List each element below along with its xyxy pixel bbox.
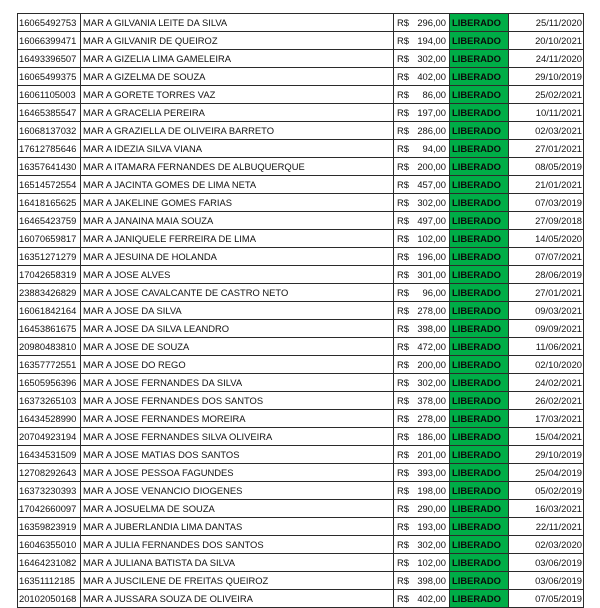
currency-symbol: R$ (397, 17, 409, 28)
name-cell: MAR A JOSE FERNANDES DOS SANTOS (81, 392, 394, 410)
name-cell: MAR A JAKELINE GOMES FARIAS (81, 194, 394, 212)
currency-symbol: R$ (397, 449, 409, 460)
cpf-cell: 16046355010 (18, 536, 81, 554)
table-row (18, 572, 584, 590)
currency-symbol: R$ (397, 287, 409, 298)
value-cell (394, 482, 450, 500)
value-cell (394, 104, 450, 122)
name-cell: MAR A JESUINA DE HOLANDA (81, 248, 394, 266)
value-cell (394, 374, 450, 392)
currency-symbol: R$ (397, 233, 409, 244)
name-cell: MAR A GILVANIR DE QUEIROZ (81, 32, 394, 50)
value-cell (394, 536, 450, 554)
name-cell: MAR A JOSUELMA DE SOUZA (81, 500, 394, 518)
name-cell: MAR A JANAINA MAIA SOUZA (81, 212, 394, 230)
amount: 497,00 (417, 215, 446, 226)
status-cell: LIBERADO (450, 374, 509, 392)
amount: 398,00 (417, 575, 446, 586)
currency-symbol: R$ (397, 71, 409, 82)
cpf-cell: 16351112185 (18, 572, 81, 590)
value-cell (394, 50, 450, 68)
name-cell: MAR A GIZELIA LIMA GAMELEIRA (81, 50, 394, 68)
cpf-cell: 23883426829 (18, 284, 81, 302)
cpf-cell: 16465423759 (18, 212, 81, 230)
date-cell: 17/03/2021 (509, 410, 584, 428)
date-cell: 08/05/2019 (509, 158, 584, 176)
amount: 472,00 (417, 341, 446, 352)
cpf-cell: 16464231082 (18, 554, 81, 572)
cpf-cell: 20102050168 (18, 590, 81, 608)
cpf-cell: 16465385547 (18, 104, 81, 122)
table-row (18, 266, 584, 284)
amount: 302,00 (417, 197, 446, 208)
status-cell: LIBERADO (450, 500, 509, 518)
status-cell: LIBERADO (450, 428, 509, 446)
value-cell (394, 230, 450, 248)
name-cell: MAR A JOSE ALVES (81, 266, 394, 284)
date-cell: 02/10/2020 (509, 356, 584, 374)
date-cell: 03/06/2019 (509, 554, 584, 572)
value-cell (394, 392, 450, 410)
value-cell (394, 554, 450, 572)
value-cell (394, 32, 450, 50)
name-cell: MAR A JOSE DO REGO (81, 356, 394, 374)
table-row (18, 212, 584, 230)
cpf-cell: 16061105003 (18, 86, 81, 104)
value-cell (394, 428, 450, 446)
table-row (18, 356, 584, 374)
name-cell: MAR A JOSE FERNANDES MOREIRA (81, 410, 394, 428)
name-cell: MAR A JULIANA BATISTA DA SILVA (81, 554, 394, 572)
value-cell (394, 140, 450, 158)
status-cell: LIBERADO (450, 248, 509, 266)
table-row (18, 536, 584, 554)
status-cell: LIBERADO (450, 284, 509, 302)
status-cell: LIBERADO (450, 14, 509, 32)
name-cell: MAR A GILVANIA LEITE DA SILVA (81, 14, 394, 32)
cpf-cell: 20704923194 (18, 428, 81, 446)
table-row (18, 302, 584, 320)
cpf-cell: 16065492753 (18, 14, 81, 32)
table-row (18, 518, 584, 536)
name-cell: MAR A JOSE CAVALCANTE DE CASTRO NETO (81, 284, 394, 302)
amount: 200,00 (417, 161, 446, 172)
value-cell (394, 464, 450, 482)
table-row (18, 230, 584, 248)
table-row (18, 320, 584, 338)
status-cell: LIBERADO (450, 518, 509, 536)
name-cell: MAR A ITAMARA FERNANDES DE ALBUQUERQUE (81, 158, 394, 176)
amount: 286,00 (417, 125, 446, 136)
date-cell: 28/06/2019 (509, 266, 584, 284)
status-cell: LIBERADO (450, 158, 509, 176)
value-cell (394, 212, 450, 230)
cpf-cell: 16453861675 (18, 320, 81, 338)
currency-symbol: R$ (397, 575, 409, 586)
table-row (18, 122, 584, 140)
value-cell (394, 14, 450, 32)
amount: 278,00 (417, 413, 446, 424)
name-cell: MAR A JOSE FERNANDES SILVA OLIVEIRA (81, 428, 394, 446)
currency-symbol: R$ (397, 323, 409, 334)
date-cell: 20/10/2021 (509, 32, 584, 50)
status-cell: LIBERADO (450, 536, 509, 554)
currency-symbol: R$ (397, 107, 409, 118)
value-cell (394, 500, 450, 518)
currency-symbol: R$ (397, 89, 409, 100)
currency-symbol: R$ (397, 197, 409, 208)
amount: 193,00 (417, 521, 446, 532)
status-cell: LIBERADO (450, 554, 509, 572)
status-cell: LIBERADO (450, 446, 509, 464)
date-cell: 09/09/2021 (509, 320, 584, 338)
date-cell: 25/11/2020 (509, 14, 584, 32)
table-row (18, 590, 584, 608)
currency-symbol: R$ (397, 377, 409, 388)
currency-symbol: R$ (397, 593, 409, 604)
date-cell: 24/11/2020 (509, 50, 584, 68)
amount: 194,00 (417, 35, 446, 46)
date-cell: 09/03/2021 (509, 302, 584, 320)
table-row (18, 392, 584, 410)
table-row (18, 194, 584, 212)
currency-symbol: R$ (397, 557, 409, 568)
name-cell: MAR A JANIQUELE FERREIRA DE LIMA (81, 230, 394, 248)
name-cell: MAR A JULIA FERNANDES DOS SANTOS (81, 536, 394, 554)
cpf-cell: 17042658319 (18, 266, 81, 284)
status-cell: LIBERADO (450, 392, 509, 410)
table-row (18, 248, 584, 266)
amount: 402,00 (417, 593, 446, 604)
table-row (18, 68, 584, 86)
amount: 378,00 (417, 395, 446, 406)
currency-symbol: R$ (397, 431, 409, 442)
name-cell: MAR A GIZELMA DE SOUZA (81, 68, 394, 86)
cpf-cell: 16514572554 (18, 176, 81, 194)
status-cell: LIBERADO (450, 176, 509, 194)
cpf-cell: 17612785646 (18, 140, 81, 158)
currency-symbol: R$ (397, 539, 409, 550)
date-cell: 25/02/2021 (509, 86, 584, 104)
amount: 301,00 (417, 269, 446, 280)
cpf-cell: 12708292643 (18, 464, 81, 482)
status-cell: LIBERADO (450, 266, 509, 284)
value-cell (394, 518, 450, 536)
name-cell: MAR A GORETE TORRES VAZ (81, 86, 394, 104)
date-cell: 10/11/2021 (509, 104, 584, 122)
amount: 290,00 (417, 503, 446, 514)
amount: 201,00 (417, 449, 446, 460)
name-cell: MAR A JACINTA GOMES DE LIMA NETA (81, 176, 394, 194)
table-row (18, 140, 584, 158)
value-cell (394, 410, 450, 428)
currency-symbol: R$ (397, 341, 409, 352)
amount: 102,00 (417, 233, 446, 244)
table-row (18, 86, 584, 104)
amount: 302,00 (417, 53, 446, 64)
date-cell: 27/01/2021 (509, 284, 584, 302)
table-row (18, 158, 584, 176)
table-row (18, 284, 584, 302)
name-cell: MAR A JOSE PESSOA FAGUNDES (81, 464, 394, 482)
status-cell: LIBERADO (450, 320, 509, 338)
date-cell: 15/04/2021 (509, 428, 584, 446)
currency-symbol: R$ (397, 305, 409, 316)
value-cell (394, 68, 450, 86)
value-cell (394, 572, 450, 590)
value-cell (394, 176, 450, 194)
date-cell: 21/01/2021 (509, 176, 584, 194)
currency-symbol: R$ (397, 413, 409, 424)
amount: 198,00 (417, 485, 446, 496)
name-cell: MAR A IDEZIA SILVA VIANA (81, 140, 394, 158)
cpf-cell: 16493396507 (18, 50, 81, 68)
date-cell: 27/09/2018 (509, 212, 584, 230)
table-body (18, 14, 584, 608)
amount: 398,00 (417, 323, 446, 334)
date-cell: 29/10/2019 (509, 68, 584, 86)
status-cell: LIBERADO (450, 104, 509, 122)
amount: 102,00 (417, 557, 446, 568)
status-cell: LIBERADO (450, 212, 509, 230)
amount: 94,00 (422, 143, 446, 154)
amount: 402,00 (417, 71, 446, 82)
status-cell: LIBERADO (450, 50, 509, 68)
currency-symbol: R$ (397, 179, 409, 190)
table-row (18, 338, 584, 356)
status-cell: LIBERADO (450, 302, 509, 320)
value-cell (394, 320, 450, 338)
name-cell: MAR A GRAZIELLA DE OLIVEIRA BARRETO (81, 122, 394, 140)
date-cell: 14/05/2020 (509, 230, 584, 248)
cpf-cell: 16068137032 (18, 122, 81, 140)
status-cell: LIBERADO (450, 230, 509, 248)
cpf-cell: 16359823919 (18, 518, 81, 536)
status-cell: LIBERADO (450, 194, 509, 212)
name-cell: MAR A GRACELIA PEREIRA (81, 104, 394, 122)
table-row (18, 50, 584, 68)
value-cell (394, 302, 450, 320)
status-cell: LIBERADO (450, 410, 509, 428)
cpf-cell: 16070659817 (18, 230, 81, 248)
date-cell: 07/05/2019 (509, 590, 584, 608)
currency-symbol: R$ (397, 521, 409, 532)
status-cell: LIBERADO (450, 122, 509, 140)
currency-symbol: R$ (397, 395, 409, 406)
currency-symbol: R$ (397, 161, 409, 172)
date-cell: 26/02/2021 (509, 392, 584, 410)
currency-symbol: R$ (397, 503, 409, 514)
table-row (18, 482, 584, 500)
amount: 86,00 (422, 89, 446, 100)
table-row (18, 554, 584, 572)
status-cell: LIBERADO (450, 140, 509, 158)
date-cell: 27/01/2021 (509, 140, 584, 158)
status-cell: LIBERADO (450, 590, 509, 608)
cpf-cell: 16505956396 (18, 374, 81, 392)
cpf-cell: 16351271279 (18, 248, 81, 266)
cpf-cell: 16066399471 (18, 32, 81, 50)
cpf-cell: 16418165625 (18, 194, 81, 212)
amount: 196,00 (417, 251, 446, 262)
amount: 278,00 (417, 305, 446, 316)
value-cell (394, 266, 450, 284)
currency-symbol: R$ (397, 53, 409, 64)
amount: 296,00 (417, 17, 446, 28)
date-cell: 22/11/2021 (509, 518, 584, 536)
status-cell: LIBERADO (450, 338, 509, 356)
status-cell: LIBERADO (450, 482, 509, 500)
status-cell: LIBERADO (450, 86, 509, 104)
table-row (18, 428, 584, 446)
value-cell (394, 284, 450, 302)
status-cell: LIBERADO (450, 356, 509, 374)
table-row (18, 464, 584, 482)
date-cell: 25/04/2019 (509, 464, 584, 482)
value-cell (394, 590, 450, 608)
name-cell: MAR A JOSE VENANCIO DIOGENES (81, 482, 394, 500)
value-cell (394, 194, 450, 212)
beneficiary-table (17, 13, 584, 608)
name-cell: MAR A JOSE FERNANDES DA SILVA (81, 374, 394, 392)
date-cell: 05/02/2019 (509, 482, 584, 500)
name-cell: MAR A JOSE DE SOUZA (81, 338, 394, 356)
date-cell: 16/03/2021 (509, 500, 584, 518)
table-row (18, 176, 584, 194)
table-row (18, 410, 584, 428)
cpf-cell: 17042660097 (18, 500, 81, 518)
amount: 302,00 (417, 539, 446, 550)
amount: 200,00 (417, 359, 446, 370)
cpf-cell: 16373265103 (18, 392, 81, 410)
currency-symbol: R$ (397, 215, 409, 226)
currency-symbol: R$ (397, 125, 409, 136)
date-cell: 03/06/2019 (509, 572, 584, 590)
table-row (18, 446, 584, 464)
date-cell: 24/02/2021 (509, 374, 584, 392)
currency-symbol: R$ (397, 143, 409, 154)
status-cell: LIBERADO (450, 572, 509, 590)
date-cell: 29/10/2019 (509, 446, 584, 464)
currency-symbol: R$ (397, 35, 409, 46)
table-row (18, 500, 584, 518)
cpf-cell: 16065499375 (18, 68, 81, 86)
table-row (18, 104, 584, 122)
status-cell: LIBERADO (450, 68, 509, 86)
name-cell: MAR A JUSCILENE DE FREITAS QUEIROZ (81, 572, 394, 590)
table-row (18, 14, 584, 32)
name-cell: MAR A JOSE MATIAS DOS SANTOS (81, 446, 394, 464)
amount: 302,00 (417, 377, 446, 388)
date-cell: 02/03/2020 (509, 536, 584, 554)
cpf-cell: 16061842164 (18, 302, 81, 320)
name-cell: MAR A JOSE DA SILVA LEANDRO (81, 320, 394, 338)
amount: 96,00 (422, 287, 446, 298)
amount: 197,00 (417, 107, 446, 118)
value-cell (394, 122, 450, 140)
cpf-cell: 16434528990 (18, 410, 81, 428)
amount: 457,00 (417, 179, 446, 190)
currency-symbol: R$ (397, 467, 409, 478)
cpf-cell: 20980483810 (18, 338, 81, 356)
currency-symbol: R$ (397, 485, 409, 496)
date-cell: 02/03/2021 (509, 122, 584, 140)
value-cell (394, 356, 450, 374)
cpf-cell: 16357772551 (18, 356, 81, 374)
status-cell: LIBERADO (450, 32, 509, 50)
value-cell (394, 158, 450, 176)
name-cell: MAR A JUBERLANDIA LIMA DANTAS (81, 518, 394, 536)
currency-symbol: R$ (397, 359, 409, 370)
currency-symbol: R$ (397, 251, 409, 262)
date-cell: 07/07/2021 (509, 248, 584, 266)
date-cell: 07/03/2019 (509, 194, 584, 212)
cpf-cell: 16357641430 (18, 158, 81, 176)
value-cell (394, 446, 450, 464)
status-cell: LIBERADO (450, 464, 509, 482)
value-cell (394, 338, 450, 356)
table-row (18, 32, 584, 50)
name-cell: MAR A JUSSARA SOUZA DE OLIVEIRA (81, 590, 394, 608)
name-cell: MAR A JOSE DA SILVA (81, 302, 394, 320)
amount: 186,00 (417, 431, 446, 442)
value-cell (394, 86, 450, 104)
value-cell (394, 248, 450, 266)
cpf-cell: 16373230393 (18, 482, 81, 500)
currency-symbol: R$ (397, 269, 409, 280)
date-cell: 11/06/2021 (509, 338, 584, 356)
cpf-cell: 16434531509 (18, 446, 81, 464)
table-row (18, 374, 584, 392)
amount: 393,00 (417, 467, 446, 478)
